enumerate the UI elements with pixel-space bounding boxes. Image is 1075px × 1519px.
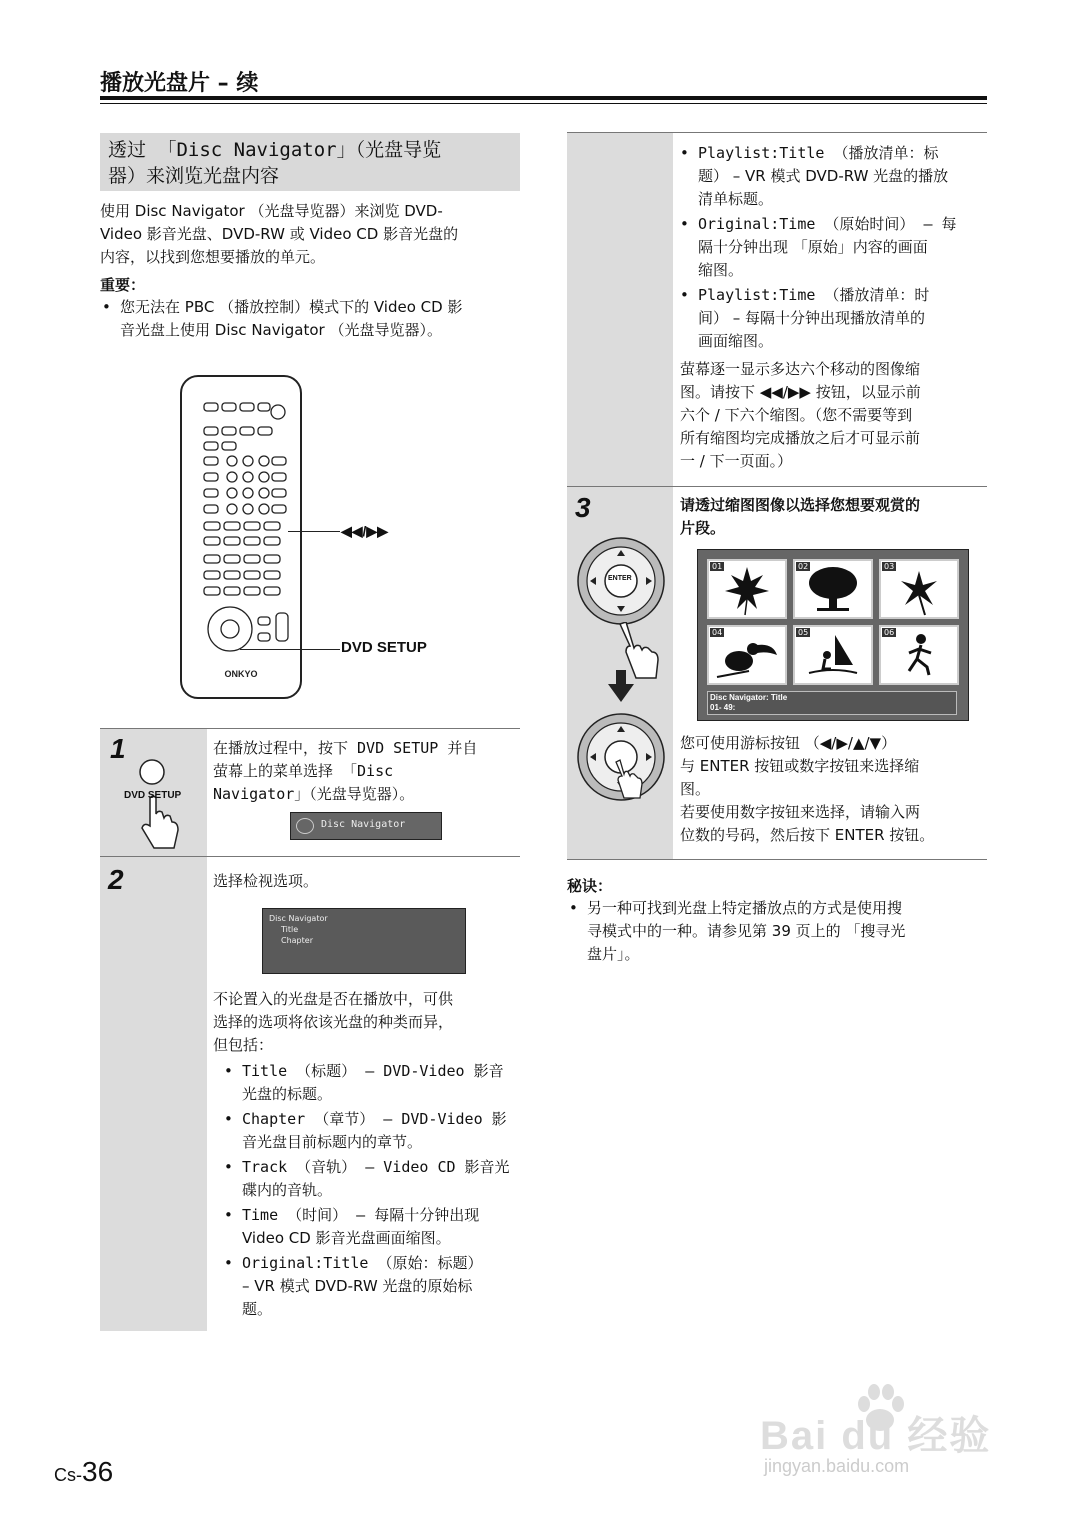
dvd-setup-label: DVD SETUP [341,639,427,656]
step1-press-icon [120,752,184,852]
step1-number: 1 [110,733,126,764]
step2-heading: 选择检视选项。 [213,872,319,890]
option-item-time: • Time （时间） – 每隔十分钟出现 Video CD 影音光盘画面缩图。 [224,1206,480,1247]
important-note: • 您无法在 PBC （播放控制）模式下的 Video CD 影 音光盘上使用 Disc Navigator （光盘导览器）。 [102,298,463,339]
remote-brand-label: ONKYO [224,669,258,679]
intro-paragraph: 使用 Disc Navigator （光盘导览器）来浏览 DVD- Video 影音光盘、DVD-RW 或 Video CD 影音光盘的 内容，以找到您想要播放的单元。 [100,202,459,266]
page-title: 播放光盘片 – 续 [100,71,259,96]
option-item-title: • Title （标题） – DVD-Video 影音 光盘的标题。 [224,1062,504,1103]
remote-control-illustration [180,375,302,699]
step2-option-list [222,1060,522,1323]
thumbnail-06[interactable]: 06 [879,625,959,685]
step3-heading: 请透过缩图图像以选择您想要观赏的 片段。 [680,496,921,537]
important-label: 重要： [100,276,146,294]
section-title: 透过 「Disc Navigator」（光盘导览 器）来浏览光盘内容 [100,133,520,191]
thumbnail-01[interactable]: 01 [707,559,787,619]
option-item-original-time: • Original:Time （原始时间） – 每 隔十分钟出现 「原始」内容的画面 缩图。 [680,215,957,279]
step2-top-rule [100,856,520,857]
disc-navigator-menu-button[interactable]: Disc Navigator [290,812,442,840]
step3-top-rule [567,486,987,487]
step2-number: 2 [108,864,124,895]
page-number: Cs-36 [54,1456,114,1487]
option-item-playlist-time: • Playlist:Time （播放清单：时 间） – 每隔十分钟出现播放清单的 画面缩图。 [680,286,930,350]
tip-note: • 另一种可找到光盘上特定播放点的方式是使用搜 寻模式中的一种。请参见第 39 页上的 「搜寻光 盘片」。 [569,899,906,963]
cursor-pad-enter-icon [576,712,666,802]
step3-bottom-rule [567,859,987,860]
disc-icon [296,818,314,834]
skip-callout-line [288,531,340,532]
step1-icon-label: DVD SETUP [124,790,182,801]
option-item-playlist-title: • Playlist:Title （播放清单：标 题） – VR 模式 DVD-RW 光盘的播放 清单标题。 [680,144,949,208]
dvd-setup-callout-line [240,649,340,650]
skip-button-label: ◀◀/▶▶ [341,523,388,539]
step2-option-list-continued [680,142,985,355]
option-item-original-title: • Original:Title （原始：标题） – VR 模式 DVD-RW 光盘的原始标 题。 [224,1254,483,1318]
thumbnail-02[interactable]: 02 [793,559,873,619]
thumbnail-03[interactable]: 03 [879,559,959,619]
header-rule-thin [100,103,987,104]
thumbnail-caption-bar: Disc Navigator: Title 01- 49: [707,691,957,715]
enter-button-label: ENTER [608,575,632,582]
thumbnail-paging-paragraph: 萤幕逐一显示多达六个移动的图像缩 图。请按下 ◀◀/▶▶ 按钮，以显示前 六个 / 下六个缩图。（您不需要等到 所有缩图均完成播放之后才可显示前 一 / 下一页面。） [680,360,921,470]
option-item-track: • Track （音轨） – Video CD 影音光 碟内的音轨。 [224,1158,510,1199]
step3-description: 您可使用游标按钮 （◀/▶/▲/▼） 与 ENTER 按钮或数字按钮来选择缩 图。 若要使用数字按钮来选择，请输入两 位数的号码，然后按下 ENTER 按钮。 [680,734,935,844]
step2-description: 不论置入的光盘是否在播放中，可供 选择的选项将依该光盘的种类而异， 但包括： [213,990,454,1054]
down-arrow-icon [608,670,634,702]
disc-navigator-options-screen: Disc Navigator Title Chapter [262,908,466,974]
header-rule [100,96,987,100]
option-item-chapter: • Chapter （章节） – DVD-Video 影 音光盘目前标题内的章节。 [224,1110,507,1151]
thumbnail-browser-screen [697,549,969,721]
step1-instruction: 在播放过程中，按下 DVD SETUP 并自 萤幕上的菜单选择 「Disc Navigator」（光盘导览器）。 [213,739,478,803]
baidu-watermark: Bai du 经验 jingyan.baidu.com [760,1380,1020,1480]
thumbnail-04[interactable]: 04 [707,625,787,685]
thumbnail-05[interactable]: 05 [793,625,873,685]
step3-number: 3 [575,492,591,523]
tip-label: 秘诀： [567,877,613,895]
